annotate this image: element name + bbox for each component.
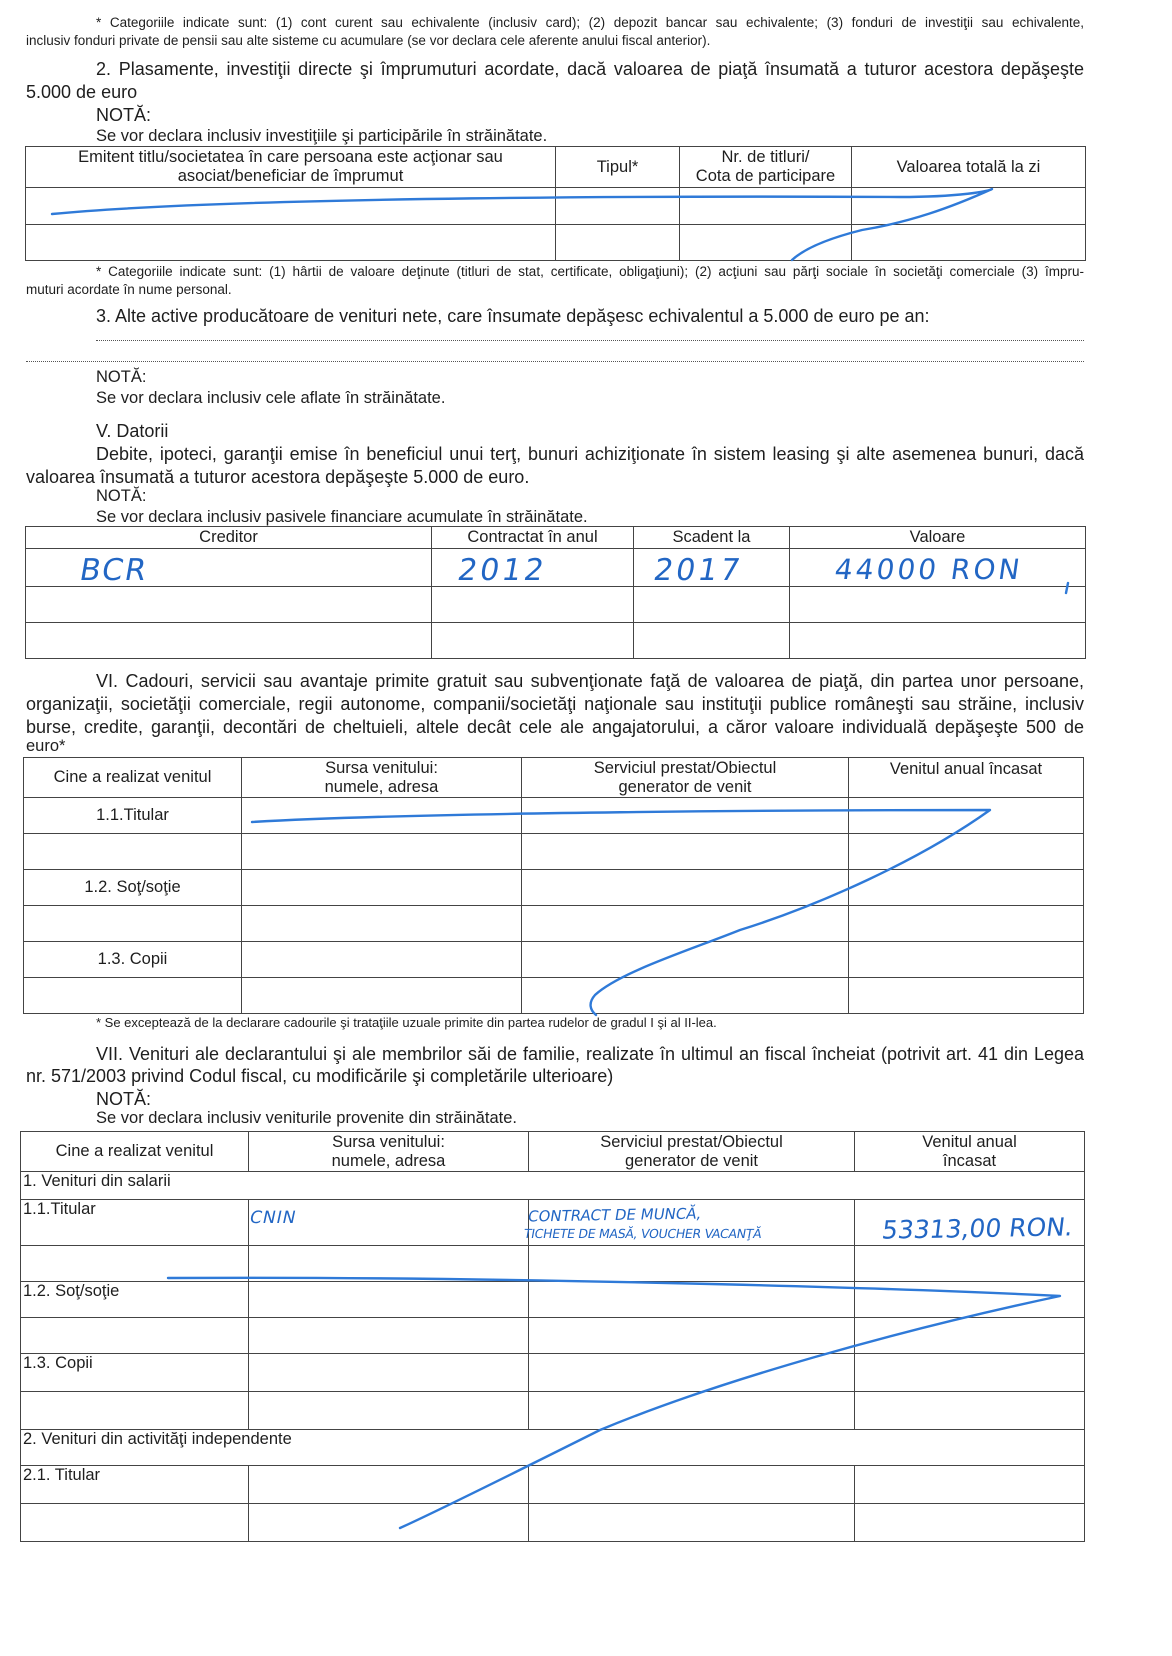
section3-nota-label: NOTĂ: xyxy=(96,368,147,386)
section2-footnote-line1: * Categoriile indicate sunt: (1) hârtii de valoare deţinute (titluri de stat, certificate, obligaţiuni); (2) acţiuni sau părţi sociale în societăţi comerciale (3) împru- xyxy=(96,264,1084,279)
row-label-titular: 1.1.Titular xyxy=(24,798,242,834)
income-table xyxy=(20,1131,1085,1542)
row-label-titular: 2.1. Titular xyxy=(21,1466,249,1504)
table-row xyxy=(26,225,1086,261)
table-row xyxy=(24,906,1084,942)
section6-text-line2: organizaţii, societăţii comerciale, regii autonome, companii/societăţi naţionale sau instituţii publice româneşti sau străine, inclusiv xyxy=(26,694,1084,714)
header-creditor: Creditor xyxy=(26,527,432,549)
row-label-children: 1.3. Copii xyxy=(21,1354,249,1392)
section3-nota-text: Se vor declara inclusiv cele aflate în străinătate. xyxy=(96,389,446,407)
header-service: Serviciul prestat/Obiectul generator de venit xyxy=(522,758,849,798)
table-header-row xyxy=(24,758,1084,798)
section2-nota-text: Se vor declara inclusiv investiţiile şi participările în străinătate. xyxy=(96,127,548,145)
header-value: Valoare xyxy=(790,527,1086,549)
header-annual-income: Venitul anual încasat xyxy=(855,1132,1085,1172)
handwritten-debt-value: 44000 RON xyxy=(832,553,1025,586)
header-source: Sursa venitului: numele, adresa xyxy=(242,758,522,798)
row-label-spouse: 1.2. Soţ/soţie xyxy=(21,1282,249,1318)
section5-text-line1: Debite, ipoteci, garanţii emise în beneficiul unui terţ, bunuri achiziţionate în sistem leasing şi alte asemenea bunuri, dacă xyxy=(96,444,1084,464)
header-due: Scadent la xyxy=(634,527,790,549)
section5-title: V. Datorii xyxy=(96,421,169,441)
header-who: Cine a realizat venitul xyxy=(24,758,242,798)
section5-nota-label: NOTĂ: xyxy=(96,487,147,505)
table-row xyxy=(24,834,1084,870)
categories-note-line2: inclusiv fonduri private de pensii sau alte sisteme cu acumulare (se vor declara cele aferente anului fiscal anterior). xyxy=(26,33,711,48)
section7-text-line2: nr. 571/2003 privind Codul fiscal, cu modificările şi completările ulterioare) xyxy=(26,1066,614,1086)
header-count: Nr. de titluri/ Cota de participare xyxy=(680,147,852,188)
section7-nota-label: NOTĂ: xyxy=(96,1089,152,1109)
table-row xyxy=(21,1282,1085,1318)
header-total-value: Valoarea totală la zi xyxy=(852,147,1086,188)
categories-note-line1: * Categoriile indicate sunt: (1) cont curent sau echivalente (inclusiv card); (2) depozit bancar sau echivalente; (3) fonduri de investiţii sau echivalente, xyxy=(96,15,1084,30)
section7-text-line1: VII. Venituri ale declarantului şi ale membrilor săi de familie, realizate în ultimul an fiscal încheiat (potrivit art. 41 din Legea xyxy=(96,1044,1084,1064)
table-row xyxy=(24,870,1084,906)
table-row xyxy=(21,1392,1085,1430)
section2-title-line2: 5.000 de euro xyxy=(26,82,138,102)
header-source: Sursa venitului: numele, adresa xyxy=(249,1132,529,1172)
table-row xyxy=(26,188,1086,225)
row-salary-income: 1. Venituri din salarii xyxy=(21,1172,1085,1200)
section7-nota-text: Se vor declara inclusiv veniturile provenite din străinătate. xyxy=(96,1109,517,1127)
table-row xyxy=(21,1246,1085,1282)
table-row xyxy=(21,1430,1085,1466)
section6-text-line1: VI. Cadouri, servicii sau avantaje primite gratuit sau subvenţionate faţă de valoarea de piaţă, din partea unor persoane, xyxy=(96,671,1084,691)
dotted-line xyxy=(96,340,1084,341)
section6-text-line3: burse, credite, garanţii, decontări de cheltuieli, altele decât cele ale angajatorului, a căror valoare individuală depăşeşte 500 de xyxy=(26,717,1084,737)
table-row xyxy=(24,798,1084,834)
table-row xyxy=(21,1354,1085,1392)
table-row xyxy=(26,623,1086,659)
handwritten-income-source: CNIN xyxy=(247,1208,299,1228)
table-row xyxy=(21,1172,1085,1200)
header-issuer: Emitent titlu/societatea în care persoana este acţionar sau asociat/beneficiar de împrumut xyxy=(26,147,556,188)
handwritten-service-line1: CONTRACT DE MUNCĂ, xyxy=(526,1204,703,1226)
debts-table xyxy=(25,526,1086,659)
header-contracted-year: Contractat în anul xyxy=(432,527,634,549)
table-row xyxy=(21,1318,1085,1354)
investments-table xyxy=(25,146,1086,261)
table-row xyxy=(26,587,1086,623)
handwritten-creditor: BCR xyxy=(76,553,151,588)
section5-text-line2: valoarea însumată a tuturor acestora depăşeşte 5.000 de euro. xyxy=(26,467,530,487)
table-row xyxy=(21,1504,1085,1542)
table-row xyxy=(24,978,1084,1014)
section5-nota-text: Se vor declara inclusiv pasivele financiare acumulate în străinătate. xyxy=(96,508,588,526)
table-header-row xyxy=(21,1132,1085,1172)
handwritten-due-year: 2017 xyxy=(650,553,746,588)
section2-nota-label: NOTĂ: xyxy=(96,105,152,125)
header-who: Cine a realizat venitul xyxy=(21,1132,249,1172)
table-header-row xyxy=(26,527,1086,549)
dotted-line xyxy=(26,361,1084,362)
section2-title-line1: 2. Plasamente, investiţii directe şi împrumuturi acordate, dacă valoarea de piaţă însumată a tuturor acestora depăşeşte xyxy=(96,59,1084,79)
handwritten-contract-year: 2012 xyxy=(454,553,550,588)
row-label-children: 1.3. Copii xyxy=(24,942,242,978)
header-service: Serviciul prestat/Obiectul generator de venit xyxy=(529,1132,855,1172)
row-independent-income: 2. Venituri din activităţi independente xyxy=(21,1430,1085,1466)
handwritten-annual-income: 53313,00 RON. xyxy=(880,1212,1075,1245)
handwritten-service-line2: TICHETE DE MASĂ, VOUCHER VACANŢĂ xyxy=(522,1226,763,1241)
header-annual-income: Venitul anual încasat xyxy=(849,758,1084,798)
section6-footnote: * Se exceptează de la declarare cadourile şi trataţiile uzuale primite din partea rudelor de gradul I şi al II-lea. xyxy=(96,1015,717,1030)
header-type: Tipul* xyxy=(556,147,680,188)
table-header-row xyxy=(26,147,1086,188)
table-row xyxy=(24,942,1084,978)
row-label-titular: 1.1.Titular xyxy=(21,1200,249,1246)
row-label-spouse: 1.2. Soţ/soţie xyxy=(24,870,242,906)
section6-text-line4: euro* xyxy=(26,737,66,755)
section3-title: 3. Alte active producătoare de venituri nete, care însumate depăşesc echivalentul a 5.000 de euro pe an: xyxy=(96,306,930,326)
gifts-table xyxy=(23,757,1084,1014)
section2-footnote-line2: muturi acordate în nume personal. xyxy=(26,282,232,297)
table-row xyxy=(21,1466,1085,1504)
